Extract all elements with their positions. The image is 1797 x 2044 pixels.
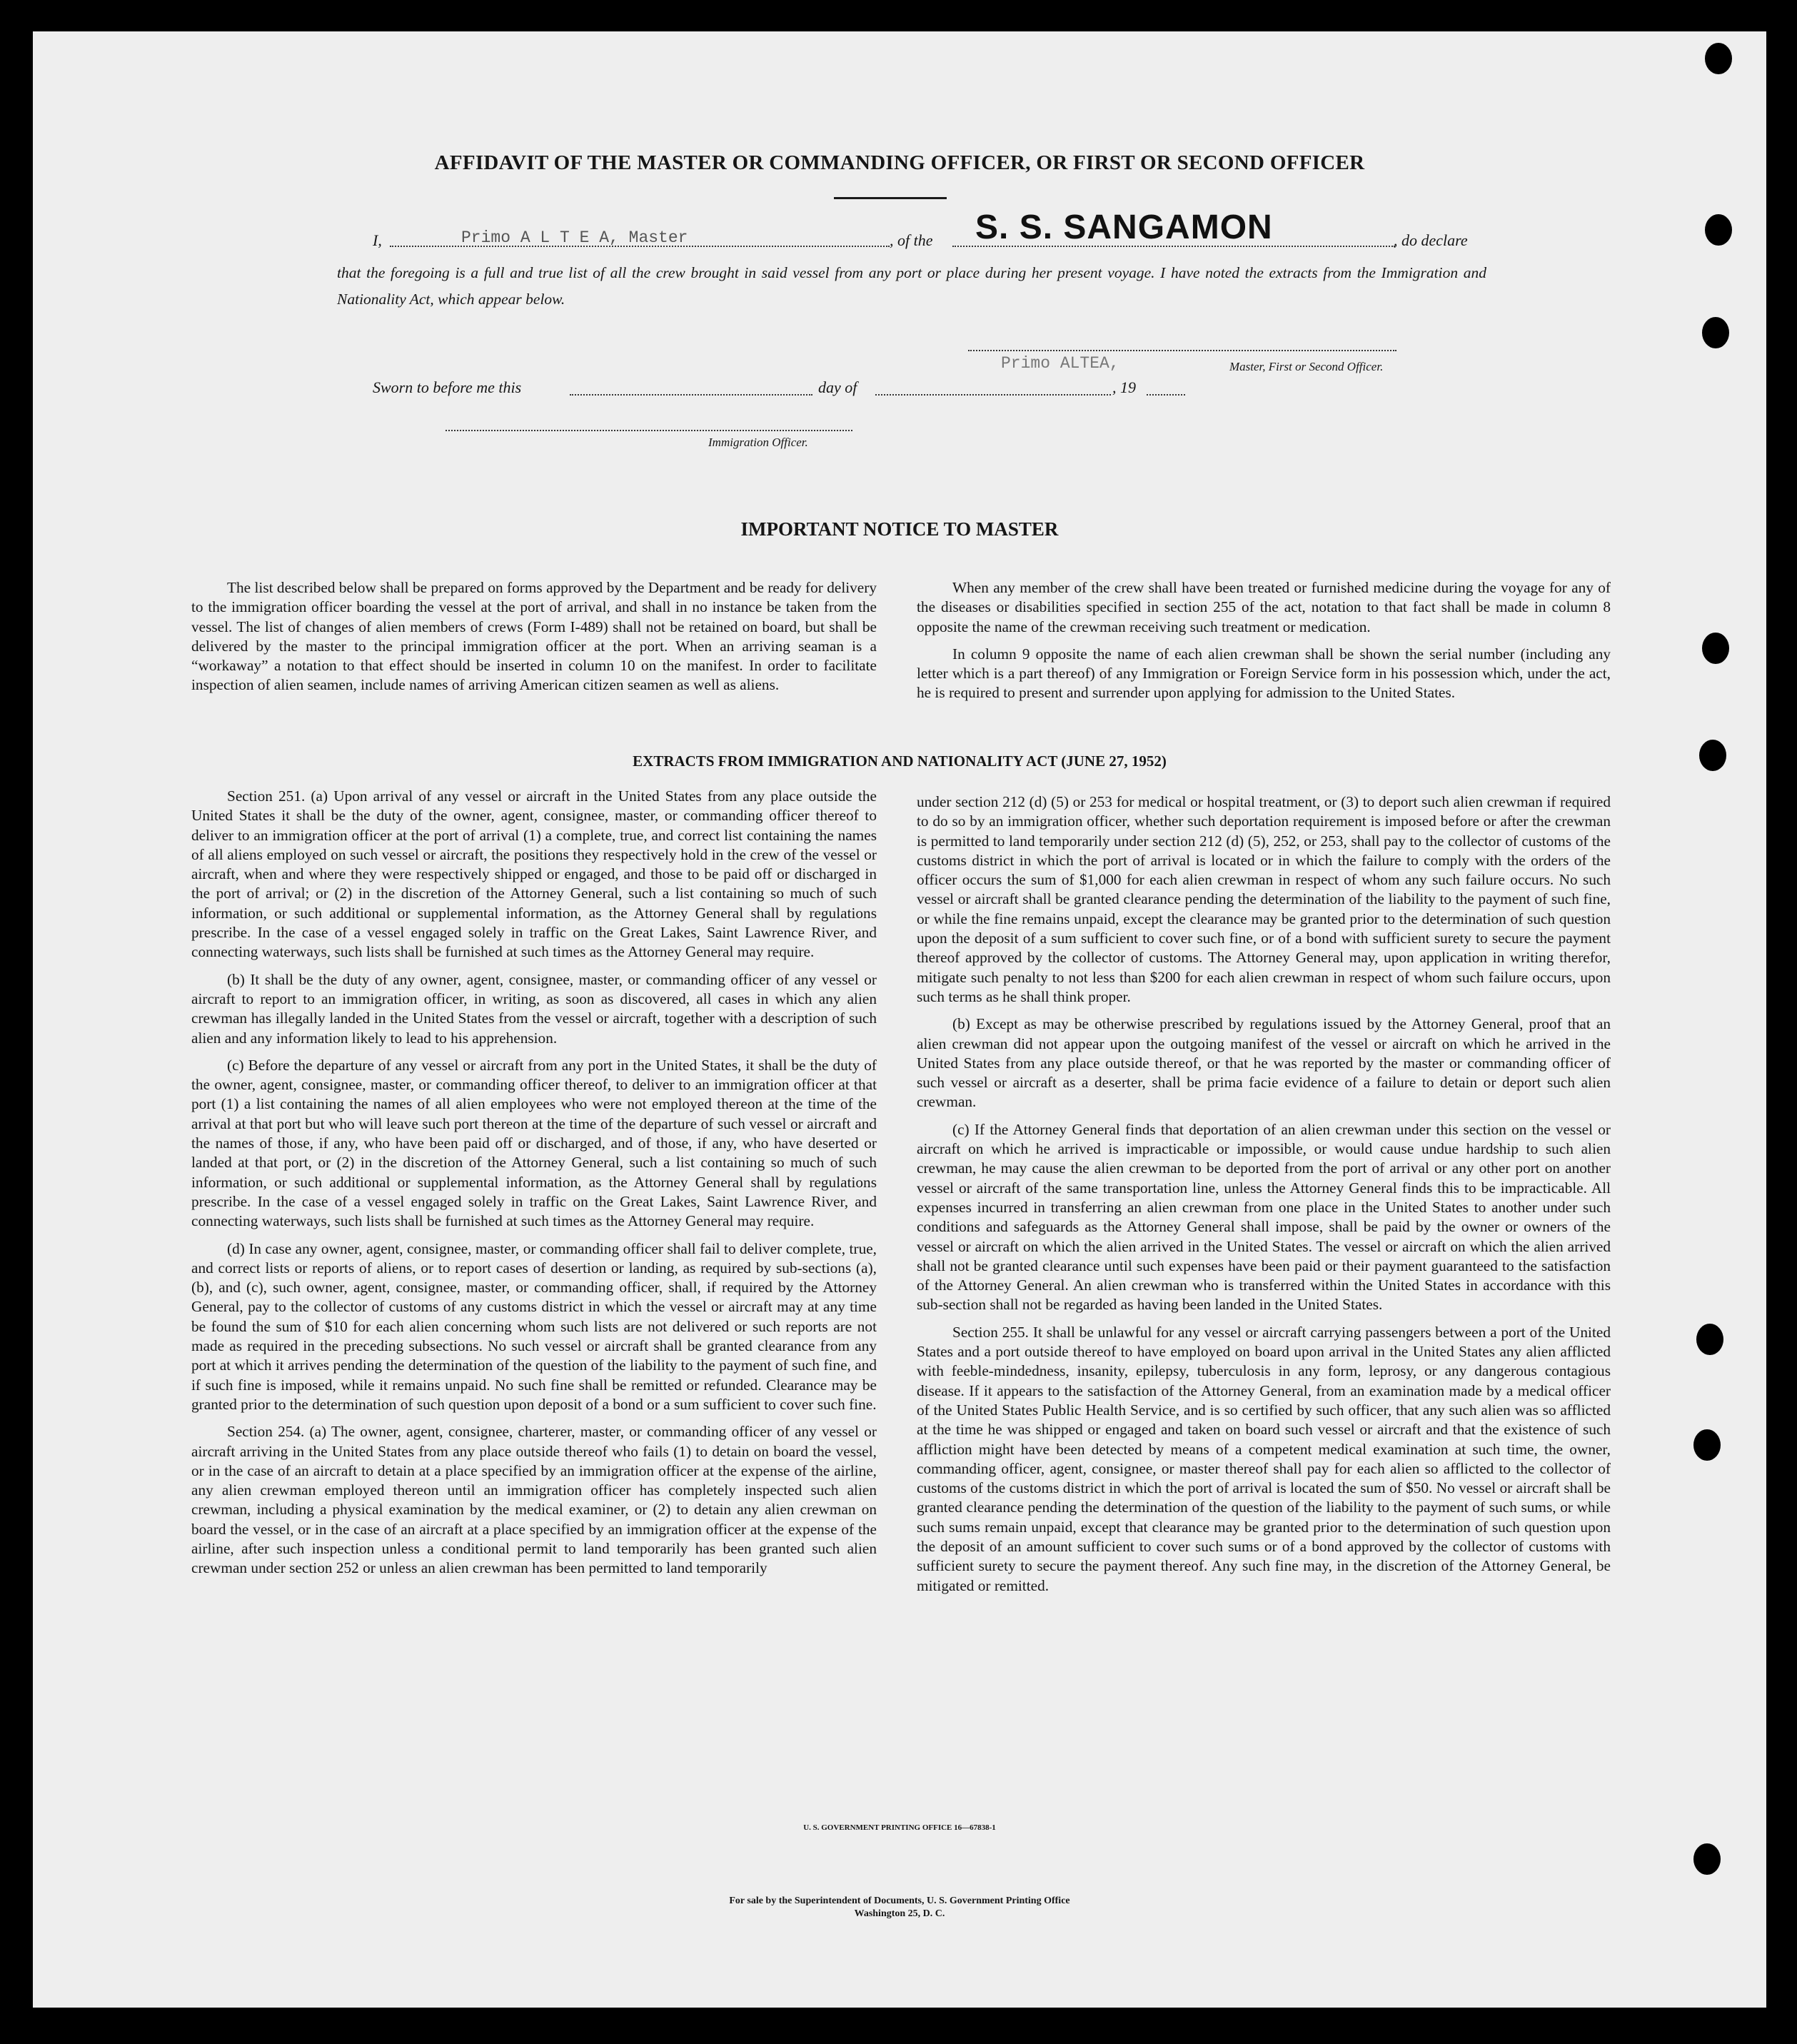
form-page: [33, 31, 1766, 2008]
binder-hole: [1705, 214, 1732, 246]
signature: Primo ALTEA,: [1001, 354, 1119, 373]
binder-hole: [1702, 317, 1729, 348]
notice-title: IMPORTANT NOTICE TO MASTER: [740, 518, 1059, 540]
notice-paragraph: In column 9 opposite the name of each alien crewman shall be shown the serial number (including any letter which is a part thereof) of any Immigration or Foreign Service form in his possession which, under the act, he is required to present and surrender upon applying for admission to the United States.: [917, 645, 1611, 702]
sworn-day-line[interactable]: [570, 394, 812, 396]
sworn-label: Sworn to before me this: [373, 378, 522, 396]
signature-title: Master, First or Second Officer.: [1229, 360, 1384, 373]
sworn-year-line[interactable]: [1147, 394, 1185, 396]
notice-right-column: [917, 578, 1611, 711]
master-name-field[interactable]: Primo A L T E A, Master: [461, 228, 688, 247]
sale-line-1: For sale by the Superintendent of Documents, U. S. Government Printing Office: [729, 1896, 1070, 1906]
extracts-right-column: [917, 792, 1611, 1604]
notice-paragraph: The list described below shall be prepared on forms approved by the Department and be ready for delivery to the immigration officer boarding the vessel at the port of arrival, and shall in no instance be taken from the vessel. The list of changes of alien members of crews (Form I-489) shall not be retained on board, but shall be delivered by the master to the principal immigration officer at the port. When an arriving seaman is a “workaway” a notation to that effect should be inserted in column 10 on the manifest. In order to facilitate inspection of alien seamen, include names of arriving American citizen seamen as well as aliens.: [191, 579, 877, 694]
do-declare-label: , do declare: [1394, 231, 1468, 249]
vessel-name-field[interactable]: S. S. SANGAMON: [975, 208, 1273, 246]
of-the-label: , of the: [890, 231, 933, 249]
notice-left-column: [191, 578, 877, 703]
binder-hole: [1693, 1843, 1721, 1875]
binder-hole: [1705, 43, 1732, 74]
section-paragraph: Section 251. (a) Upon arrival of any vessel or aircraft in the United States from any place outside the United States it shall be the duty of the owner, agent, consignee, master, or commanding officer thereof to deliver to an immigration officer at the port of arrival (1) a complete, true, and correct list containing the names of all aliens employed on such vessel or aircraft, the positions they respectively hold in the crew of the vessel or aircraft, when and where they were respectively shipped or engaged, and those to be paid off or discharged in the port of arrival; or (2) in the discretion of the Attorney General, such a list containing so much of such information, or such additional or supplemental information, as the Attorney General shall by regulations prescribe. In the case of a vessel engaged solely in traffic on the Great Lakes, Saint Lawrence River, and connecting waterways, such lists shall be furnished at such times as the Attorney General may require.: [191, 787, 877, 961]
year-prefix: , 19: [1112, 378, 1136, 396]
notice-paragraph: When any member of the crew shall have been treated or furnished medicine during the voyage for any of the diseases or disabilities specified in section 255 of the act, notation to that fact shall be made in column 8 opposite the name of the crewman receiving such treatment or medication.: [917, 579, 1611, 635]
binder-hole: [1696, 1324, 1723, 1355]
section-paragraph: (c) If the Attorney General finds that deportation of an alien crewman under this section on the vessel or aircraft on which he arrived is impracticable or impossible, or would cause undue hardship to such alien crewman, he may cause the alien crewman to be deported from the port of arrival or any other port on another vessel or aircraft of the same transportation line, unless the Attorney General finds this to be impracticable. All expenses incurred in transferring an alien crewman from one place in the United States to another under such conditions and safeguards as the Attorney General shall impose, shall be paid by the owner or owners of the vessel or aircraft on which the alien arrived in the United States. The vessel or aircraft on which the alien arrived shall not be granted clearance until such expenses have been paid or their payment guaranteed to the satisfaction of the Attorney General. An alien crewman who is transferred within the United States in accordance with this sub-section shall not be regarded as having been landed in the United States.: [917, 1120, 1611, 1314]
sworn-month-line[interactable]: [875, 394, 1111, 396]
section-paragraph: (d) In case any owner, agent, consignee, master, or commanding officer shall fail to deliver complete, true, and correct lists or reports of aliens, or to report cases of desertion or landing, as required by sub-sections (a), (b), and (c), such owner, agent, consignee, master, or commanding officer, shall, if required by the Attorney General, pay to the collector of customs of any customs district in which the vessel or aircraft may at any time be found the sum of $10 for each alien concerning whom such lists are not delivered or such reports are not made as required in the preceding subsections. No such vessel or aircraft shall be granted clearance from any port at which it arrives pending the determination of the question of the liability to the payment of such fine, and if such fine is imposed, while it remains unpaid. No such fine shall be remitted or refunded. Clearance may be granted prior to the determination of such question upon deposit of a bond or a sum sufficient to cover such fine.: [191, 1239, 877, 1413]
immigration-officer-line[interactable]: [446, 430, 852, 431]
section-paragraph: under section 212 (d) (5) or 253 for medical or hospital treatment, or (3) to deport such alien crewman if required to do so by an immigration officer, whether such deportation requirement is imposed before or after the crewman is permitted to land temporarily under section 212 (d) (5), 252, or 253, shall pay to the collector of customs of the customs district in which the port of arrival is located or in which the failure to comply with the orders of the officer occurs the sum of $1,000 for each alien crewman in respect of whom any such failure occurs. No such vessel or aircraft shall be granted clearance pending the determination of the liability to the payment of such fine, or while the fine remains unpaid, except the clearance may be granted prior to the determination of such question upon the deposit of a sum sufficient to cover such fine, or of a bond with sufficient surety to secure the payment thereof approved by the collector of customs. The Attorney General may, upon application in writing therefor, mitigate such penalty to not less than $200 for each alien crewman in respect of whom such failure occurs, upon such terms as he shall think proper.: [917, 793, 1611, 1005]
signature-line: [968, 350, 1396, 351]
extracts-title: EXTRACTS FROM IMMIGRATION AND NATIONALITY ACT (JUNE 27, 1952): [633, 752, 1167, 770]
day-of-label: day of: [818, 378, 857, 396]
section-paragraph: Section 254. (a) The owner, agent, consignee, charterer, master, or commanding officer of any vessel or aircraft arriving in the United States from any place outside thereof who fails (1) to detain on board the vessel, or in the case of an aircraft to detain at a place specified by an immigration officer at the expense of the airline, any alien crewman employed thereon until an immigration officer has completely inspected such alien crewman, including a physical examination by the medical examiner, or (2) to detain any alien crewman on board the vessel, or in the case of an aircraft at a place specified by an immigration officer at the expense of the airline, after such inspection unless a conditional permit to land temporarily has been granted such alien crewman under section 252 or unless an alien crewman has been permitted to land temporarily: [191, 1423, 877, 1577]
title-divider: [834, 197, 947, 199]
sale-line-2: Washington 25, D. C.: [854, 1908, 945, 1919]
printing-office-line: U. S. GOVERNMENT PRINTING OFFICE 16—67838-1: [803, 1823, 996, 1832]
section-paragraph: (b) It shall be the duty of any owner, agent, consignee, master, or commanding officer of any vessel or aircraft to report to an immigration officer, in writing, as soon as discovered, all cases in which any alien crewman has illegally landed in the United States from the vessel or aircraft, together with a description of such alien and any information likely to lead to his apprehension.: [191, 970, 877, 1047]
i-label: I,: [373, 231, 382, 249]
binder-hole: [1699, 740, 1726, 771]
section-paragraph: (b) Except as may be otherwise prescribed by regulations issued by the Attorney General, proof that an alien crewman did not appear upon the outgoing manifest of the vessel or aircraft on which he arrived in the United States from any place outside thereof, or that he was reported by the master or commanding officer of such vessel or aircraft as a deserter, shall be prima facie evidence of a failure to detain or deport such alien crewman.: [917, 1015, 1611, 1111]
binder-hole: [1702, 633, 1729, 664]
section-paragraph: (c) Before the departure of any vessel or aircraft from any port in the United States, it shall be the duty of the owner, agent, consignee, master, or commanding officer thereof, to deliver to an immigration officer at that port (1) a list containing the names of all alien employees who were not employed thereon at the time of the arrival at that port but who will leave such port thereon at the time of the departure of such vessel or aircraft and the names of those, if any, who have been paid off or discharged, and of those, if any, who have deserted or landed at that port, or (2) in the discretion of the Attorney General, such a list containing so much of such information, or such additional or supplemental information, as the Attorney General shall by regulations prescribe. In the case of a vessel engaged solely in traffic on the Great Lakes, Saint Lawrence River, and connecting waterways, such lists shall be furnished at such times as the Attorney General may require.: [191, 1056, 877, 1230]
extracts-left-column: [191, 787, 877, 1586]
declaration-text: that the foregoing is a full and true list of all the crew brought in said vessel from any port or place during her present voyage. I have noted the extracts from the Immigration and Nationality Act, which appear below.: [337, 264, 1486, 308]
section-paragraph: Section 255. It shall be unlawful for any vessel or aircraft carrying passengers between a port of the United States and a port outside thereof to have employed on board upon arrival in the United States any alien afflicted with feeble-mindedness, insanity, epilepsy, tuberculosis in any form, leprosy, or any dangerous contagious disease. If it appears to the satisfaction of the Attorney General, from an examination made by a medical officer of the United States Public Health Service, and is so certified by such officer, that any such alien was so afflicted at the time he was shipped or engaged and taken on board such vessel or aircraft and that the existence of such affliction might have been detected by means of a competent medical examination at such time, the owner, commanding officer, agent, consignee, or master thereof shall pay for each alien so afflicted to the collector of customs of the customs district in which the port of arrival is located the sum of $50. No vessel or aircraft shall be granted clearance pending the determination of the question of the liability to the payment of such sums, or while such sums remain unpaid, except that clearance may be granted prior to the determination of such question upon the deposit of an amount sufficient to cover such sums or of a bond approved by the collector of customs with sufficient surety to secure the payment thereof. Any such fine may, in the discretion of the Attorney General, be mitigated or remitted.: [917, 1323, 1611, 1594]
affidavit-title: AFFIDAVIT OF THE MASTER OR COMMANDING OFFICER, OR FIRST OR SECOND OFFICER: [434, 151, 1365, 174]
immigration-officer-label: Immigration Officer.: [708, 436, 808, 449]
binder-hole: [1693, 1429, 1721, 1461]
